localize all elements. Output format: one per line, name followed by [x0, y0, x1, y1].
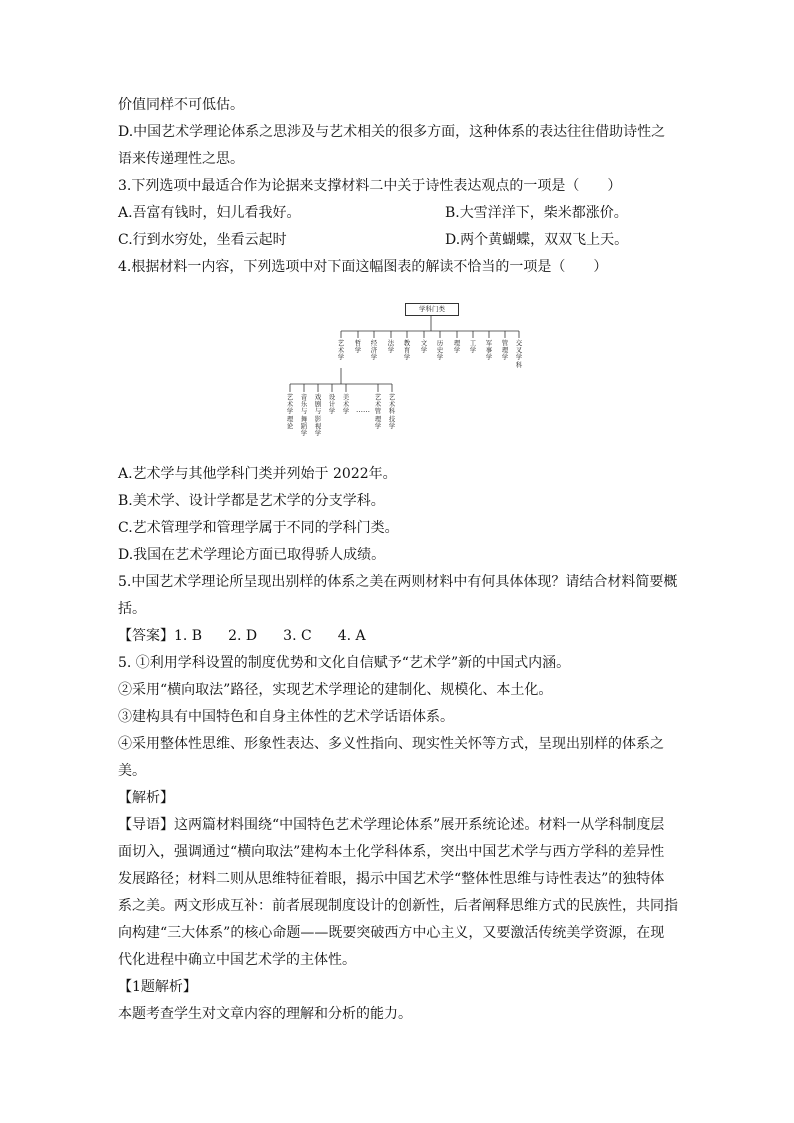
level1-node: 军事学 [485, 339, 493, 362]
level1-node: 文学 [420, 339, 428, 355]
level1-node: 经济学 [370, 339, 378, 362]
level1-node: 理学 [453, 339, 461, 355]
question-3: 3.下列选项中最适合作为论据来支撑材料二中关于诗性表达观点的一项是（ ） [118, 178, 622, 194]
level1-node: 工学 [469, 339, 477, 355]
level2-node: 美术学 [342, 393, 350, 416]
ellipsis-node: …… [356, 406, 370, 414]
answer-5-point-4: ④采用整体性思维、形象性表达、多义性指向、现实性关怀等方式，呈现出别样的体系之美。 [118, 736, 664, 779]
q1-analysis-text: 本题考查学生对文章内容的理解和分析的能力。 [118, 1006, 412, 1022]
q3-option-a: A.吾富有钱时，妇儿看我好。 [118, 205, 301, 221]
root-node: 学科门类 [405, 303, 459, 316]
guide-label: 【导语】 [118, 817, 174, 833]
q3-option-d: D.两个黄蝴蝶，双双飞上天。 [445, 232, 629, 248]
q3-options-row-2 [118, 227, 678, 254]
answer-label: 【答案】 [118, 628, 174, 644]
q4-option-a: A.艺术学与其他学科门类并列始于 2022年。 [118, 466, 397, 482]
level2-node: 艺术科技学 [388, 393, 396, 430]
answer-5-point-1: 5. ①利用学科设置的制度优势和文化自信赋予“艺术学”新的中国式内涵。 [118, 655, 571, 671]
question-4: 4.根据材料一内容，下列选项中对下面这幅图表的解读不恰当的一项是（ ） [118, 259, 608, 275]
text-line: 价值同样不可低估。 [118, 97, 244, 113]
document-page [118, 92, 678, 1028]
answer-row [118, 623, 678, 650]
q3-option-c: C.行到水穷处，坐看云起时 [118, 232, 287, 248]
guide-paragraph [118, 812, 678, 974]
guide-text: 这两篇材料围绕“中国特色艺术学理论体系”展开系统论述。材料一从学科制度层面切入，强调通过“横向取法”建构本土化学科体系，突出中国艺术学与西方学科的差异性发展路径；材料二则从思维特征着眼，揭示中国艺术学“整体性思维与诗性表达”的独特体系之美。两文形成互补：前者展现制度设计的创新性，后者阐释思维方式的民族性，共同指向构建“三大体系”的核心命题——既要突破西方中心主义，又要激活传统美学资源，在现代化进程中确立中国艺术学的主体性。 [118, 817, 678, 968]
level2-node: 设计学 [328, 393, 336, 416]
answer-3: 3. C [283, 628, 312, 644]
answer-1: 1. B [174, 628, 203, 644]
level1-node: 历史学 [436, 339, 444, 362]
answer-5-point-2: ②采用“横向取法”路径，实现艺术学理论的建制化、规模化、本土化。 [118, 682, 553, 698]
level1-node: 艺术学 [337, 339, 345, 362]
q4-option-d: D.我国在艺术学理论方面已取得骄人成绩。 [118, 547, 386, 563]
level1-node: 哲学 [354, 339, 362, 355]
level2-node: 戏剧与影视学 [314, 393, 322, 438]
q1-analysis-heading: 【1题解析】 [118, 979, 197, 995]
level1-node: 教育学 [403, 339, 411, 362]
answer-5-point-3: ③建构具有中国特色和自身主体性的艺术学话语体系。 [118, 709, 454, 725]
analysis-heading: 【解析】 [118, 790, 174, 806]
level2-node: 音乐与舞蹈学 [300, 393, 308, 438]
q3-option-b: B.大雪洋洋下，柴米都涨价。 [445, 205, 628, 221]
answer-4: 4. A [337, 628, 366, 644]
level1-node: 交叉学科 [515, 339, 523, 369]
level1-node: 法学 [387, 339, 395, 355]
discipline-tree-diagram [278, 298, 532, 444]
q4-option-c: C.艺术管理学和管理学属于不同的学科门类。 [118, 520, 399, 536]
level2-node: 艺术管理学 [374, 393, 382, 430]
q4-option-b: B.美术学、设计学都是艺术学的分支学科。 [118, 493, 385, 509]
q3-options-row-1 [118, 200, 678, 227]
level1-node: 管理学 [501, 339, 509, 362]
question-5: 5.中国艺术学理论所呈现出别样的体系之美在两则材料中有何具体体现？请结合材料简要概括。 [118, 574, 678, 617]
level2-node: 艺术学理论 [286, 393, 294, 430]
answer-2: 2. D [228, 628, 258, 644]
option-d-text: D.中国艺术学理论体系之思涉及与艺术相关的很多方面，这种体系的表达往往借助诗性之语来传递理性之思。 [118, 124, 666, 167]
